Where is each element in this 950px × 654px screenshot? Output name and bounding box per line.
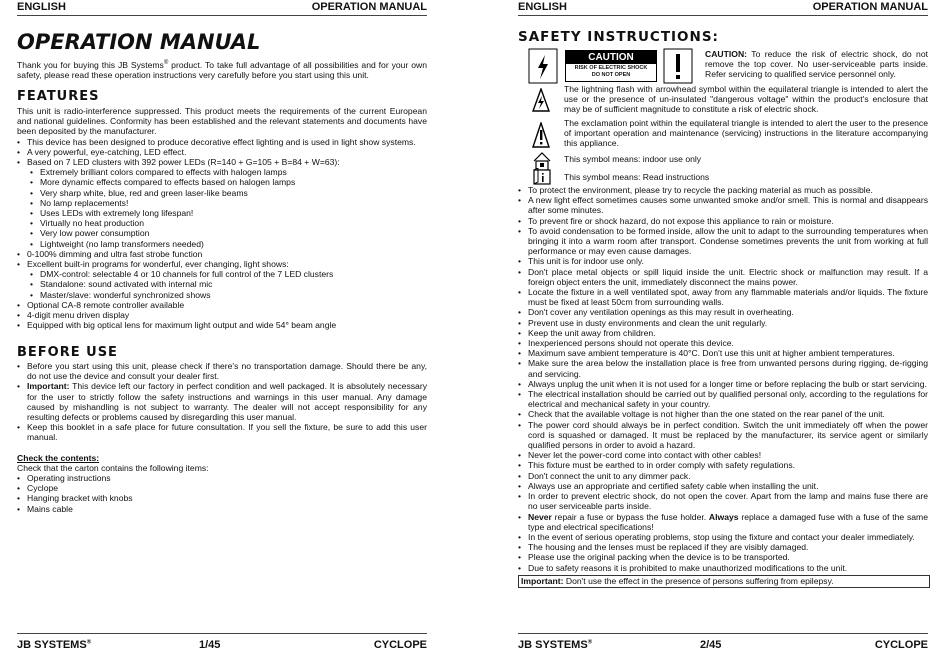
- manual-page-1: [17, 0, 427, 654]
- list-item: • 0-100% dimming and ultra fast strobe function: [17, 249, 427, 259]
- list-item: • Operating instructions: [17, 473, 427, 483]
- list-item: • Locate the fixture in a well ventilated spot, away from any flammable materials and/or liquids. The fixture must be fixed at least 50cm from surrounding walls.: [518, 287, 928, 307]
- important-notice-box: [518, 575, 930, 588]
- features-list: [17, 137, 427, 168]
- list-item: • This device has been designed to produce decorative effect lighting and is used in light show systems.: [17, 137, 427, 147]
- lightning-warning-icon: [528, 48, 558, 84]
- lightning-triangle-icon: [532, 88, 550, 112]
- list-item: • Check that the available voltage is not higher than the one stated on the rear panel of the unit.: [518, 409, 928, 419]
- page-footer: [518, 633, 928, 652]
- page-number: 1/45: [199, 639, 221, 651]
- caution-sub-2: DO NOT OPEN: [591, 72, 631, 78]
- footer-brand: [17, 639, 91, 651]
- caution-label: CAUTION: [566, 51, 656, 64]
- list-item: • The power cord should always be in perfect condition. Switch the unit immediately off when the power cord is squashed or damaged. It must be replaced by the manufacturer, its service agent or similarly qualified persons in order to avoid a hazard.: [518, 420, 928, 451]
- header-title: OPERATION MANUAL: [812, 1, 928, 13]
- footer-registered-mark: ®: [587, 639, 593, 646]
- contents-intro: Check that the carton contains the following items:: [17, 462, 209, 473]
- footer-product: CYCLOPE: [373, 639, 427, 651]
- program-sublist: [17, 269, 427, 300]
- footer-registered-mark: ®: [86, 639, 92, 646]
- exclamation-triangle-icon: [532, 122, 550, 148]
- before-use-list: [17, 361, 427, 443]
- symbol-row-exclamation: [518, 118, 928, 150]
- caution-body: To reduce the risk of electric shock, do not remove the top cover. No user-serviceable parts inside. Refer servicing to qualified service personnel only.: [705, 49, 928, 80]
- symbol-row-indoor: [518, 152, 928, 168]
- caution-section: [518, 46, 928, 86]
- list-item: • A new light effect sometimes causes some unwanted smoke and/or smell. This is normal and disappears after some minutes.: [518, 195, 928, 215]
- intro-text-b: product. To take full advantage of all possibilities and for your own safety, please read these operation instructions very carefully before you start using this unit.: [17, 59, 427, 81]
- caution-text: [705, 49, 928, 80]
- read-instructions-icon: [532, 168, 554, 186]
- footer-brand-text: JB SYSTEMS: [518, 639, 588, 651]
- before-use-section: [17, 361, 427, 514]
- page-title: SAFETY INSTRUCTIONS:: [518, 29, 719, 45]
- always-label: Always: [708, 511, 739, 522]
- header-language: ENGLISH: [518, 1, 567, 13]
- safety-list-section: [518, 185, 928, 573]
- features-heading: FEATURES: [17, 89, 100, 104]
- list-item: • Inexperienced persons should not operate this device.: [518, 338, 928, 348]
- caution-sub-1: RISK OF ELECTRIC SHOCK: [574, 65, 648, 71]
- intro-paragraph: [17, 58, 427, 80]
- safety-list: [518, 185, 928, 573]
- list-item: • DMX-control: selectable 4 or 10 channels for full control of the 7 LED clusters: [17, 269, 427, 279]
- features-list-2: [17, 249, 427, 269]
- important-text: Don't use the effect in the presence of persons suffering from epilepsy.: [563, 576, 834, 586]
- list-item: • Please use the original packing when the device is to be transported.: [518, 552, 928, 562]
- list-item: • Keep the unit away from children.: [518, 328, 928, 338]
- list-item: • Hanging bracket with knobs: [17, 493, 427, 503]
- page-footer: [17, 633, 427, 652]
- features-list-3: [17, 300, 427, 331]
- led-sublist: [17, 167, 427, 249]
- list-item: • Make sure the area below the installation place is free from unwanted persons during rigging, de-rigging and servicing.: [518, 358, 928, 378]
- always-text: replace a damaged fuse with a fuse of the same type and electrical specifications!: [528, 511, 928, 532]
- list-item: • No lamp replacements!: [17, 198, 427, 208]
- list-item: • Don't place metal objects or spill liquid inside the unit. Electric shock or malfunction may result. If a foreign object enters the unit, immediately disconnect the mains power.: [518, 267, 928, 287]
- list-item: • Lightweight (no lamp transformers needed): [17, 239, 427, 249]
- symbol-row-flash: [518, 84, 928, 116]
- list-item: • Optional CA-8 remote controller available: [17, 300, 427, 310]
- important-label: Important:: [27, 381, 70, 392]
- features-section: [17, 106, 427, 330]
- list-item: • Uses LEDs with extremely long lifespan!: [17, 208, 427, 218]
- never-label: Never: [528, 511, 552, 522]
- registered-mark: ®: [163, 60, 169, 66]
- list-item: • This unit is for indoor use only.: [518, 256, 928, 266]
- symbol-flash-text: The lightning flash with arrowhead symbol within the equilateral triangle is intended to alert the use or the presence of un-insulated "dangerous voltage" within the product's enclosure that may be of sufficient magnitude to constitute a risk of electric shock.: [564, 84, 928, 115]
- list-item: • Very low power consumption: [17, 228, 427, 238]
- list-item: • Never let the power-cord come into contact with other cables!: [518, 450, 928, 460]
- list-item: • The housing and the lenses must be replaced if they are visibly damaged.: [518, 542, 928, 552]
- caution-label-box: [565, 50, 657, 82]
- list-item: • Keep this booklet in a safe place for future consultation. If you sell the fixture, be sure to add this user manual.: [17, 422, 427, 442]
- list-item: • Mains cable: [17, 504, 427, 514]
- list-item: • The electrical installation should be carried out by qualified personal only, according to the regulations for electrical and mechanical safety in your country.: [518, 389, 928, 409]
- footer-product: CYCLOPE: [874, 639, 928, 651]
- footer-brand-text: JB SYSTEMS: [17, 639, 87, 651]
- symbol-row-read: [518, 168, 928, 184]
- list-item: • 4-digit menu driven display: [17, 310, 427, 320]
- header-language: ENGLISH: [17, 1, 66, 13]
- exclamation-warning-icon: [663, 48, 693, 84]
- footer-brand: [518, 639, 592, 651]
- header-title: OPERATION MANUAL: [311, 1, 427, 13]
- contents-heading: Check the contents:: [17, 452, 100, 463]
- symbol-exclamation-text: The exclamation point within the equilateral triangle is intended to alert the user to the presence of important operation and maintenance (servicing) instructions in the literature accompanying this appliance.: [564, 118, 928, 149]
- contents-list: [17, 473, 427, 514]
- list-item: • To avoid condensation to be formed inside, allow the unit to adapt to the surrounding temperatures when bringing it into a warm room after transport. Condense sometimes prevents the unit from working at full performance or may even cause damages.: [518, 226, 928, 257]
- list-item: • More dynamic effects compared to effects based on halogen lamps: [17, 177, 427, 187]
- symbol-read-text: This symbol means: Read instructions: [564, 172, 710, 182]
- list-item: • Cyclope: [17, 483, 427, 493]
- list-item: • Prevent use in dusty environments and clean the unit regularly.: [518, 318, 928, 328]
- never-text: repair a fuse or bypass the fuse holder.: [551, 511, 709, 522]
- list-item: • Always unplug the unit when it is not used for a longer time or before replacing the bulb or start servicing.: [518, 379, 928, 389]
- list-item: • Due to safety reasons it is prohibited to make unauthorized modifications to the unit.: [518, 563, 928, 573]
- list-item: • In order to prevent electric shock, do not open the cover. Apart from the lamp and mains fuse there are no user serviceable parts inside.: [518, 491, 928, 511]
- list-item: • Standalone: sound activated with internal mic: [17, 279, 427, 289]
- list-item: • Master/slave: wonderful synchronized shows: [17, 290, 427, 300]
- important-label: Important:: [521, 576, 564, 586]
- list-item: • In the event of serious operating problems, stop using the fixture and contact your dealer immediately.: [518, 532, 928, 542]
- list-item: [518, 512, 928, 532]
- list-item: • Based on 7 LED clusters with 392 power LEDs (R=140 + G=105 + B=84 + W=63):: [17, 157, 427, 167]
- list-item: • Very sharp white, blue, red and green laser-like beams: [17, 188, 427, 198]
- manual-page-2: [518, 0, 928, 654]
- intro-text-a: Thank you for buying this JB Systems: [17, 59, 164, 70]
- important-text: This device left our factory in perfect condition and well packaged. It is absolutely necessary for the user to strictly follow the safety instructions and warnings in this user manual. Any damage caused by mishandling is not subject to warranty. The dealer will not accept responsibility for any resulting defects or problems caused by disregarding this user manual.: [27, 381, 427, 423]
- list-item: • Virtually no heat production: [17, 218, 427, 228]
- list-item: • Extremely brilliant colors compared to effects with halogen lamps: [17, 167, 427, 177]
- list-item: • To prevent fire or shock hazard, do not expose this appliance to rain or moisture.: [518, 216, 928, 226]
- list-item: • Don't cover any ventilation openings as this may result in overheating.: [518, 307, 928, 317]
- page-title: OPERATION MANUAL: [17, 30, 261, 54]
- list-item: [17, 381, 427, 422]
- list-item: • This fixture must be earthed to in order comply with safety regulations.: [518, 460, 928, 470]
- list-item: • Maximum save ambient temperature is 40°C. Don't use this unit at higher ambient temperatures.: [518, 348, 928, 358]
- list-item: • Excellent built-in programs for wonderful, ever changing, light shows:: [17, 259, 427, 269]
- page-header: [17, 0, 427, 16]
- list-item: • A very powerful, eye-catching, LED effect.: [17, 147, 427, 157]
- list-item: • To protect the environment, please try to recycle the packing material as much as possible.: [518, 185, 928, 195]
- page-number: 2/45: [700, 639, 722, 651]
- list-item: • Equipped with big optical lens for maximum light output and wide 54° beam angle: [17, 320, 427, 330]
- before-use-heading: BEFORE USE: [17, 345, 118, 360]
- page-header: [518, 0, 928, 16]
- symbol-indoor-text: This symbol means: indoor use only: [564, 154, 702, 164]
- list-item: • Before you start using this unit, please check if there's no transportation damage. Should there be any, do not use the device and consult your dealer first.: [17, 361, 427, 381]
- features-intro: This unit is radio-interference suppressed. This product meets the requirements of the current European and national guidelines. Conformity has been established and the relevant statements and documents have been deposited by the manufacturer.: [17, 106, 427, 137]
- list-item: • Always use an appropriate and certified safety cable when installing the unit.: [518, 481, 928, 491]
- list-item: • Don't connect the unit to any dimmer pack.: [518, 471, 928, 481]
- caution-bold: CAUTION:: [705, 49, 748, 59]
